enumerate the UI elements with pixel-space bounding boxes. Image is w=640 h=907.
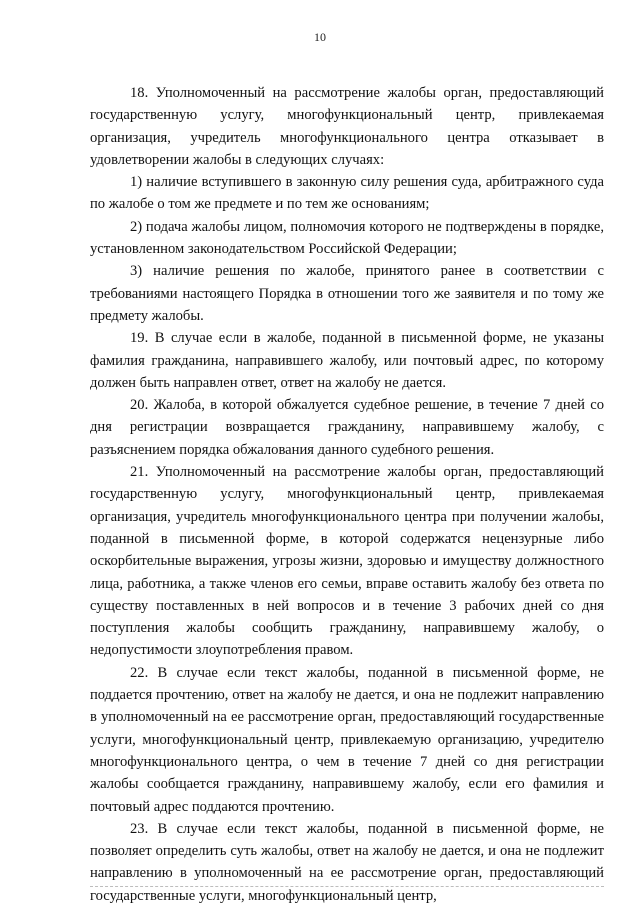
paragraph-18-item-1: 1) наличие вступившего в законную силу решения суда, арбитражного суда по жалобе о том же предмете и по тем же основаниям; — [90, 174, 604, 213]
paragraph-18-item-3: 3) наличие решения по жалобе, принятого ранее в соответствии с требованиями настоящего Порядка в отношении того же заявителя и по тому же предмету жалобы. — [90, 263, 604, 324]
paragraph-19: 19. В случае если в жалобе, поданной в письменной форме, не указаны фамилия гражданина, направившего жалобу, или почтовый адрес, по которому должен быть направлен ответ, ответ на жалобу не дается. — [90, 330, 604, 391]
paragraph-18-item-2: 2) подача жалобы лицом, полномочия которого не подтверждены в порядке, установленном законодательством Российской Федерации; — [90, 218, 604, 258]
page-number: 10 — [314, 30, 326, 44]
document-body — [90, 82, 604, 907]
scan-edge-rule — [90, 886, 604, 887]
paragraph-23: 23. В случае если текст жалобы, поданной в письменной форме, не позволяет определить суть жалобы, ответ на жалобу не дается, и она не подлежит направлению в уполномоченный на ее рассмотрение орган, предоставляющий государственные услуги, многофункциональный центр, — [90, 820, 604, 904]
paragraph-22: 22. В случае если текст жалобы, поданной в письменной форме, не поддается прочтению, ответ на жалобу не дается, и она не подлежит направлению в уполномоченный на ее рассмотрение орган, предоставляющий государственные услуги, многофункциональный центр, привлекаемую организацию, учредителю многофункционального центра, о чем в течение 7 дней со дня регистрации жалобы сообщается гражданину, направившему жалобу, если его фамилия и почтовый адрес поддаются прочтению. — [90, 664, 604, 815]
paragraph-21: 21. Уполномоченный на рассмотрение жалобы орган, предоставляющий государственную услугу, многофункциональный центр, привлекаемая организация, учредитель многофункционального центра при получении жалобы, поданной в письменной форме, в которой содержатся нецензурные либо оскорбительные выражения, угрозы жизни, здоровью и имуществу должностного лица, работника, а также членов его семьи, вправе оставить жалобу без ответа по существу поставленных в ней вопросов и в течение 3 рабочих дней со дня поступления жалобы сообщить гражданину, направившему жалобу, о недопустимости злоупотребления правом. — [90, 464, 604, 659]
paragraph-18: 18. Уполномоченный на рассмотрение жалобы орган, предоставляющий государственную услугу, многофункциональный центр, привлекаемая организация, учредитель многофункционального центра отказывает в удовлетворении жалобы в следующих случаях: — [90, 85, 604, 168]
paragraph-20: 20. Жалоба, в которой обжалуется судебное решение, в течение 7 дней со дня регистрации возвращается гражданину, направившему жалобу, с разъяснением порядка обжалования данного судебного решения. — [90, 397, 604, 458]
